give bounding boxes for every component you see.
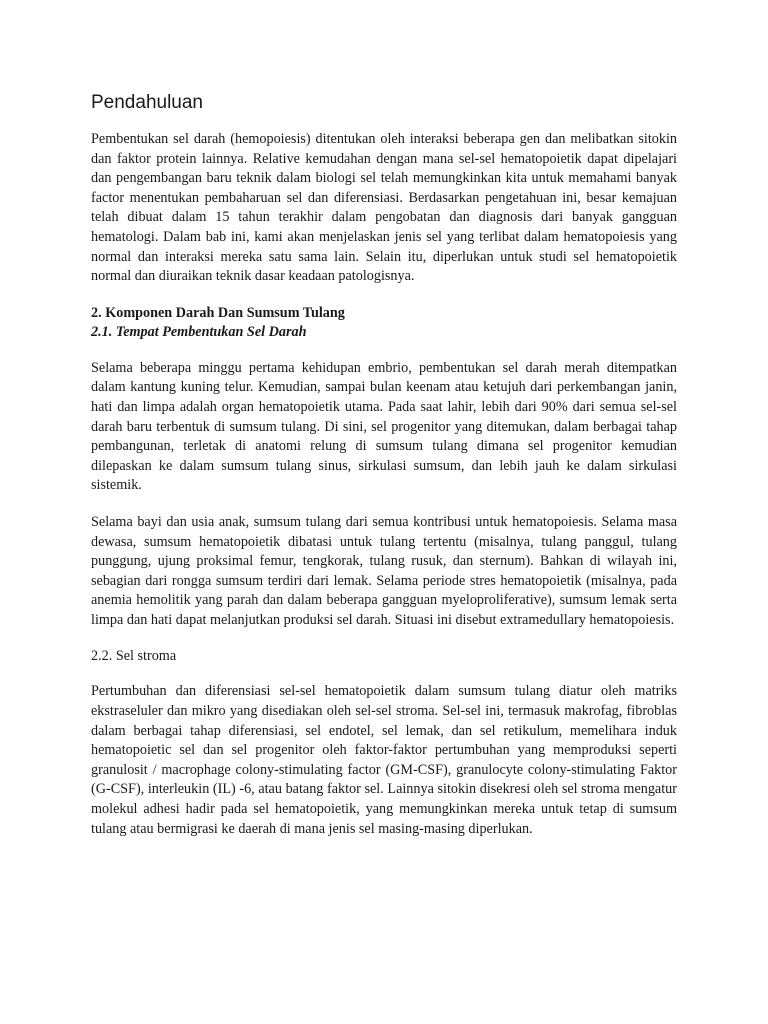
intro-paragraph: Pembentukan sel darah (hemopoiesis) ditentukan oleh interaksi beberapa gen dan melibatkan sitokin dan faktor protein lainnya. Relative kemudahan dengan mana sel-sel hematopoietik dapat dipelajari dan pengembangan baru teknik dalam biologi sel telah memungkinkan kita untuk memahami banyak factor menentukan pembaharuan sel dan diferensiasi. Berdasarkan pengetahuan ini, besar kemajuan telah dibuat dalam 15 tahun terakhir dalam pengobatan dan diagnosis dari banyak gangguan hematologi. Dalam bab ini, kami akan menjelaskan jenis sel yang terlibat dalam hematopoiesis yang normal dan interaksi mereka satu sama lain. Selain itu, diperlukan untuk studi sel hematopoietik normal dan diuraikan teknik dasar keadaan patologisnya. [91, 131, 677, 285]
document-page [91, 90, 677, 856]
section-2-1-heading: 2.1. Tempat Pembentukan Sel Darah [91, 323, 307, 340]
section-2-2-paragraph-1: Pertumbuhan dan diferensiasi sel-sel hematopoietik dalam sumsum tulang diatur oleh matriks ekstraseluler dan mikro yang disediakan oleh sel-sel stroma. Sel-sel ini, termasuk makrofag, fibroblas dalam berbagai tahap diferensiasi, sel endotel, sel lemak, dan sel retikulum, memelihara induk hematopoietic sel dan sel progenitor oleh faktor-faktor pertumbuhan yang memproduksi seperti granulosit / macrophage colony-stimulating factor (GM-CSF), granulocyte colony-stimulating Faktor (G-CSF), interleukin (IL) -6, atau batang faktor sel. Lainnya sitokin disekresi oleh sel stroma mengatur molekul adhesi hadir pada sel hematopoietik, yang memungkinkan mereka untuk tetap di sumsum tulang atau bermigrasi ke daerah di mana jenis sel masing-masing diperlukan. [91, 683, 677, 837]
section-2-1-paragraph-2: Selama bayi dan usia anak, sumsum tulang dari semua kontribusi untuk hematopoiesis. Selama masa dewasa, sumsum hematopoietik dibatasi untuk tulang tertentu (misalnya, tulang panggul, tulang punggung, ujung proksimal femur, tengkorak, tulang rusuk, dan sternum). Bahkan di wilayah ini, sebagian dari rongga sumsum terdiri dari lemak. Selama periode stres hematopoietik (misalnya, pada anemia hemolitik yang parah dan dalam beberapa gangguan myeloproliferative), sumsum lemak serta limpa dan hati dapat melanjutkan produksi sel darah. Situasi ini disebut extramedullary hematopoiesis. [91, 513, 677, 628]
section-2-heading: 2. Komponen Darah Dan Sumsum Tulang [91, 304, 345, 321]
section-2-2-heading: 2.2. Sel stroma [91, 648, 177, 665]
document-title: Pendahuluan [91, 92, 203, 113]
section-2-1-paragraph-1: Selama beberapa minggu pertama kehidupan embrio, pembentukan sel darah merah ditempatkan dalam kantung kuning telur. Kemudian, sampai bulan keenam atau ketujuh dari perkembangan janin, hati dan limpa adalah organ hematopoietik utama. Pada saat lahir, lebih dari 90% dari semua sel-sel darah baru terbentuk di sumsum tulang. Di sini, sel progenitor yang ditemukan, dalam berbagai tahap pembangunan, terletak di anatomi relung di sumsum tulang dimana sel progenitor kemudian dilepaskan ke dalam sumsum tulang sinus, sirkulasi sumsum, dan lebih jauh ke dalam sirkulasi sistemik. [91, 359, 677, 494]
